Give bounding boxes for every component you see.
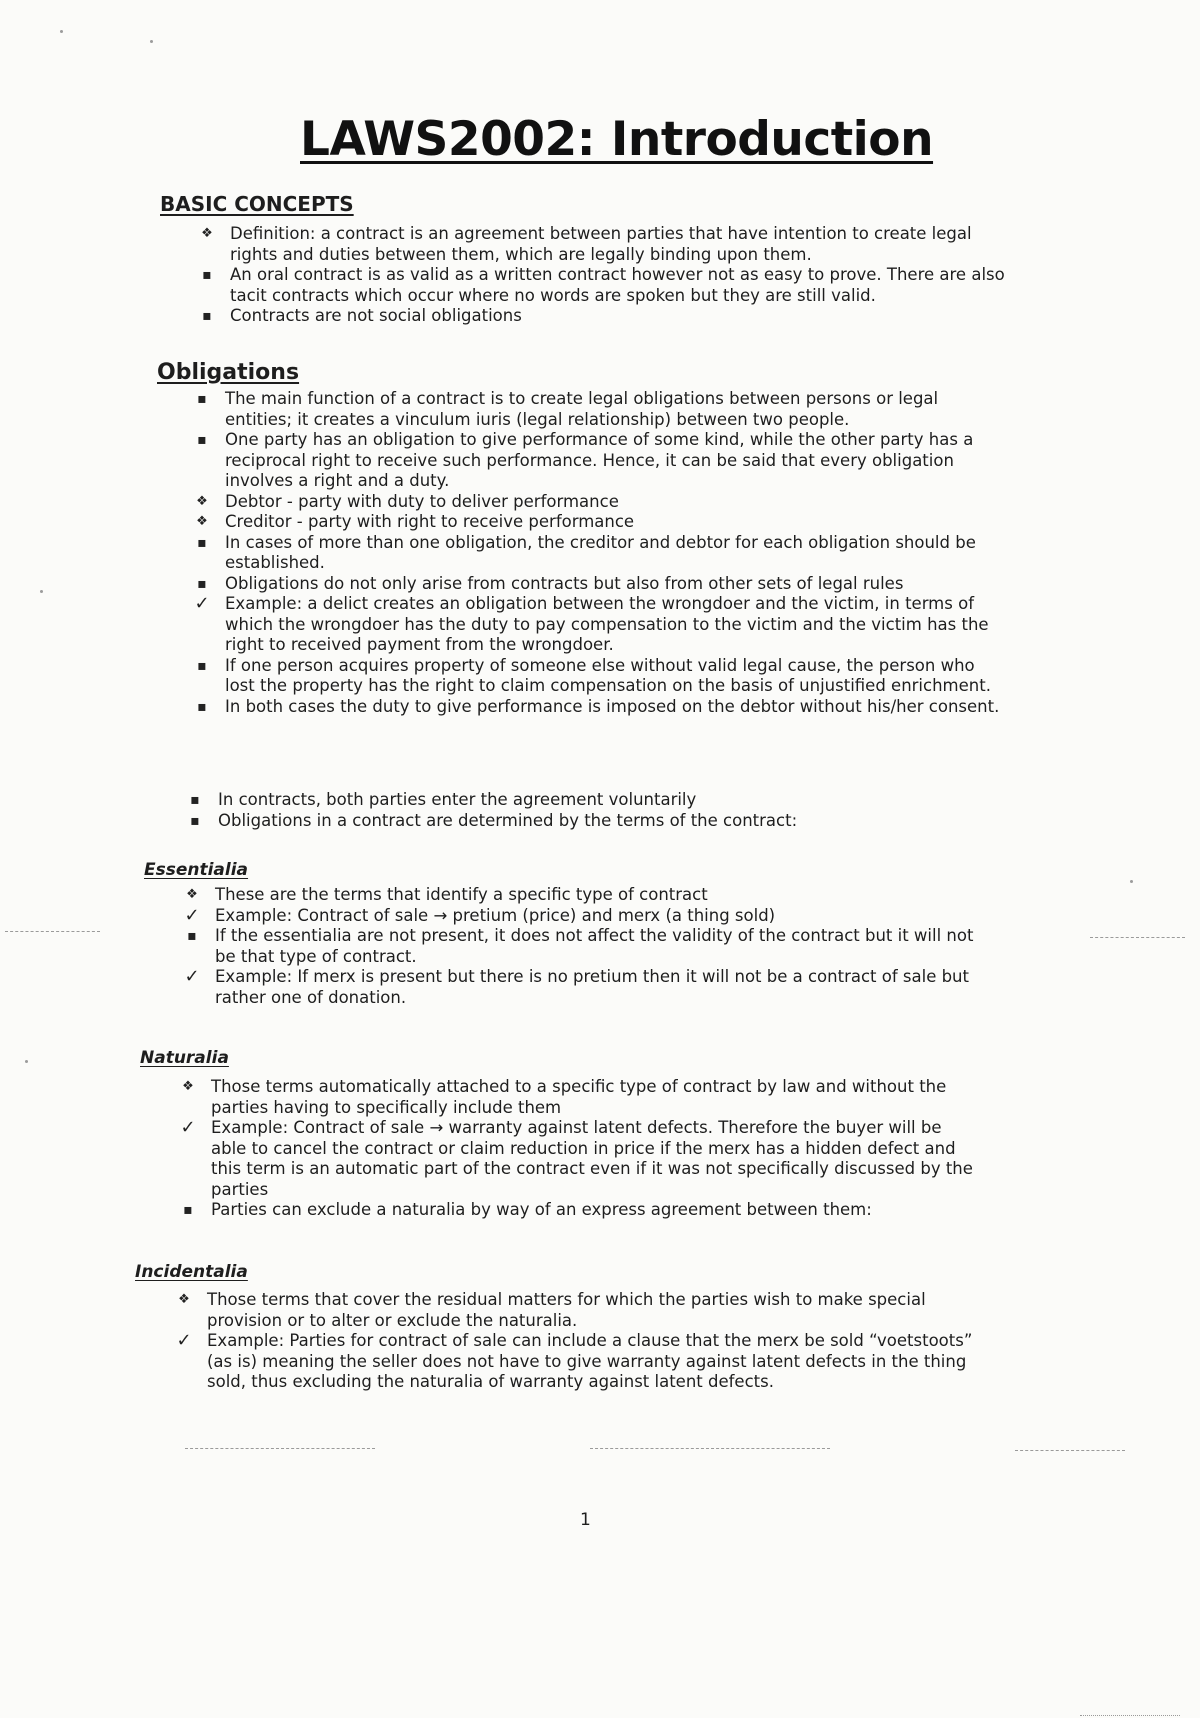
diamond-bullet-icon: [177, 1077, 199, 1098]
list-item: ▪ The main function of a contract is to create legal obligations between persons or legal entities; it creates a vinculum iuris (legal relationship) between two people.: [225, 389, 999, 430]
list-item: ❖ Creditor - party with right to receive performance: [225, 512, 999, 533]
square-bullet-icon: [196, 265, 218, 287]
check-bullet-icon: [173, 1331, 195, 1354]
list-item: ▪ In contracts, both parties enter the agreement voluntarily: [218, 790, 797, 811]
scan-artifact-line: [590, 1448, 830, 1449]
section-heading-incidentalia: Incidentalia: [135, 1262, 248, 1282]
list-item: ✓ Example: Contract of sale → pretium (price) and merx (a thing sold): [215, 906, 973, 927]
essentialia-list: [215, 885, 973, 1008]
list-item: ✓ Example: If merx is present but there is no pretium then it will not be a contract of sale but rather one of donation.: [215, 967, 973, 1008]
list-item: ▪ Obligations in a contract are determined by the terms of the contract:: [218, 811, 797, 832]
list-item: ▪ Obligations do not only arise from contracts but also from other sets of legal rules: [225, 574, 999, 595]
scan-artifact-speck: [1130, 880, 1133, 883]
diamond-bullet-icon: [191, 492, 213, 513]
square-bullet-icon: [191, 574, 213, 596]
list-item: ❖ Those terms automatically attached to a specific type of contract by law and without the parties having to specifically include them: [211, 1077, 973, 1118]
section-heading-essentialia: Essentialia: [144, 860, 249, 880]
list-item: ✓ Example: Contract of sale → warranty against latent defects. Therefore the buyer will be able to cancel the contract or claim reduction in price if the merx has a hidden defect and this term is an automatic part of the contract even if it was not specifically discussed by the parties: [211, 1118, 973, 1200]
scan-artifact-line: [1080, 1715, 1180, 1716]
list-item: ❖ These are the terms that identify a specific type of contract: [215, 885, 973, 906]
square-bullet-icon: [177, 1200, 199, 1222]
diamond-bullet-icon: [173, 1290, 195, 1311]
list-item: ▪ An oral contract is as valid as a written contract however not as easy to prove. There are also tacit contracts which occur where no words are spoken but they are still valid.: [230, 265, 1005, 306]
square-bullet-icon: [191, 430, 213, 452]
obligations-list: [225, 389, 999, 717]
check-bullet-icon: [177, 1118, 199, 1141]
list-item: ▪ In both cases the duty to give performance is imposed on the debtor without his/her consent.: [225, 697, 999, 718]
scan-artifact-speck: [150, 40, 153, 43]
scan-artifact-line: [5, 931, 100, 932]
scan-artifact-line: [1015, 1450, 1125, 1451]
diamond-bullet-icon: [196, 224, 218, 245]
list-item: ✓ Example: a delict creates an obligation between the wrongdoer and the victim, in terms of which the wrongdoer has the duty to pay compensation to the victim and the victim has the right to received payment from the wrongdoer.: [225, 594, 999, 656]
scan-artifact-speck: [25, 1060, 28, 1063]
list-item: ▪ If one person acquires property of someone else without valid legal cause, the person who lost the property has the right to claim compensation on the basis of unjustified enrichment.: [225, 656, 999, 697]
square-bullet-icon: [191, 389, 213, 411]
page-number: 1: [580, 1510, 591, 1530]
square-bullet-icon: [191, 533, 213, 555]
section-heading-naturalia: Naturalia: [140, 1048, 229, 1068]
obligations-contract-list: [218, 790, 797, 831]
scan-artifact-speck: [40, 590, 43, 593]
list-item: ▪ If the essentialia are not present, it does not affect the validity of the contract but it will not be that type of contract.: [215, 926, 973, 967]
list-item: ❖ Definition: a contract is an agreement between parties that have intention to create legal rights and duties between them, which are legally binding upon them.: [230, 224, 1005, 265]
incidentalia-list: [207, 1290, 972, 1393]
scan-artifact-line: [185, 1448, 375, 1449]
check-bullet-icon: [191, 594, 213, 617]
list-item: ▪ Parties can exclude a naturalia by way of an express agreement between them:: [211, 1200, 973, 1221]
list-item: ▪ One party has an obligation to give performance of some kind, while the other party has a reciprocal right to receive such performance. Hence, it can be said that every obligation involves a right and a duty.: [225, 430, 999, 492]
scan-artifact-speck: [60, 30, 63, 33]
diamond-bullet-icon: [191, 512, 213, 533]
check-bullet-icon: [181, 906, 203, 929]
section-heading-obligations: Obligations: [157, 360, 300, 385]
square-bullet-icon: [196, 306, 218, 328]
document-title: LAWS2002: Introduction: [300, 112, 934, 167]
naturalia-list: [211, 1077, 973, 1221]
square-bullet-icon: [191, 697, 213, 719]
square-bullet-icon: [181, 926, 203, 948]
basic-concepts-list: [230, 224, 1005, 327]
square-bullet-icon: [184, 790, 206, 812]
list-item: ❖ Debtor - party with duty to deliver performance: [225, 492, 999, 513]
list-item: ✓ Example: Parties for contract of sale can include a clause that the merx be sold “voetstoots” (as is) meaning the seller does not have to give warranty against latent defects in the thing sold, thus excluding the naturalia of warranty against latent defects.: [207, 1331, 972, 1393]
list-item: ▪ In cases of more than one obligation, the creditor and debtor for each obligation should be established.: [225, 533, 999, 574]
diamond-bullet-icon: [181, 885, 203, 906]
square-bullet-icon: [191, 656, 213, 678]
scan-artifact-line: [1090, 937, 1185, 938]
check-bullet-icon: [181, 967, 203, 990]
square-bullet-icon: [184, 811, 206, 833]
section-heading-basic-concepts: BASIC CONCEPTS: [160, 192, 354, 216]
list-item: ❖ Those terms that cover the residual matters for which the parties wish to make special provision or to alter or exclude the naturalia.: [207, 1290, 972, 1331]
list-item: ▪ Contracts are not social obligations: [230, 306, 1005, 327]
